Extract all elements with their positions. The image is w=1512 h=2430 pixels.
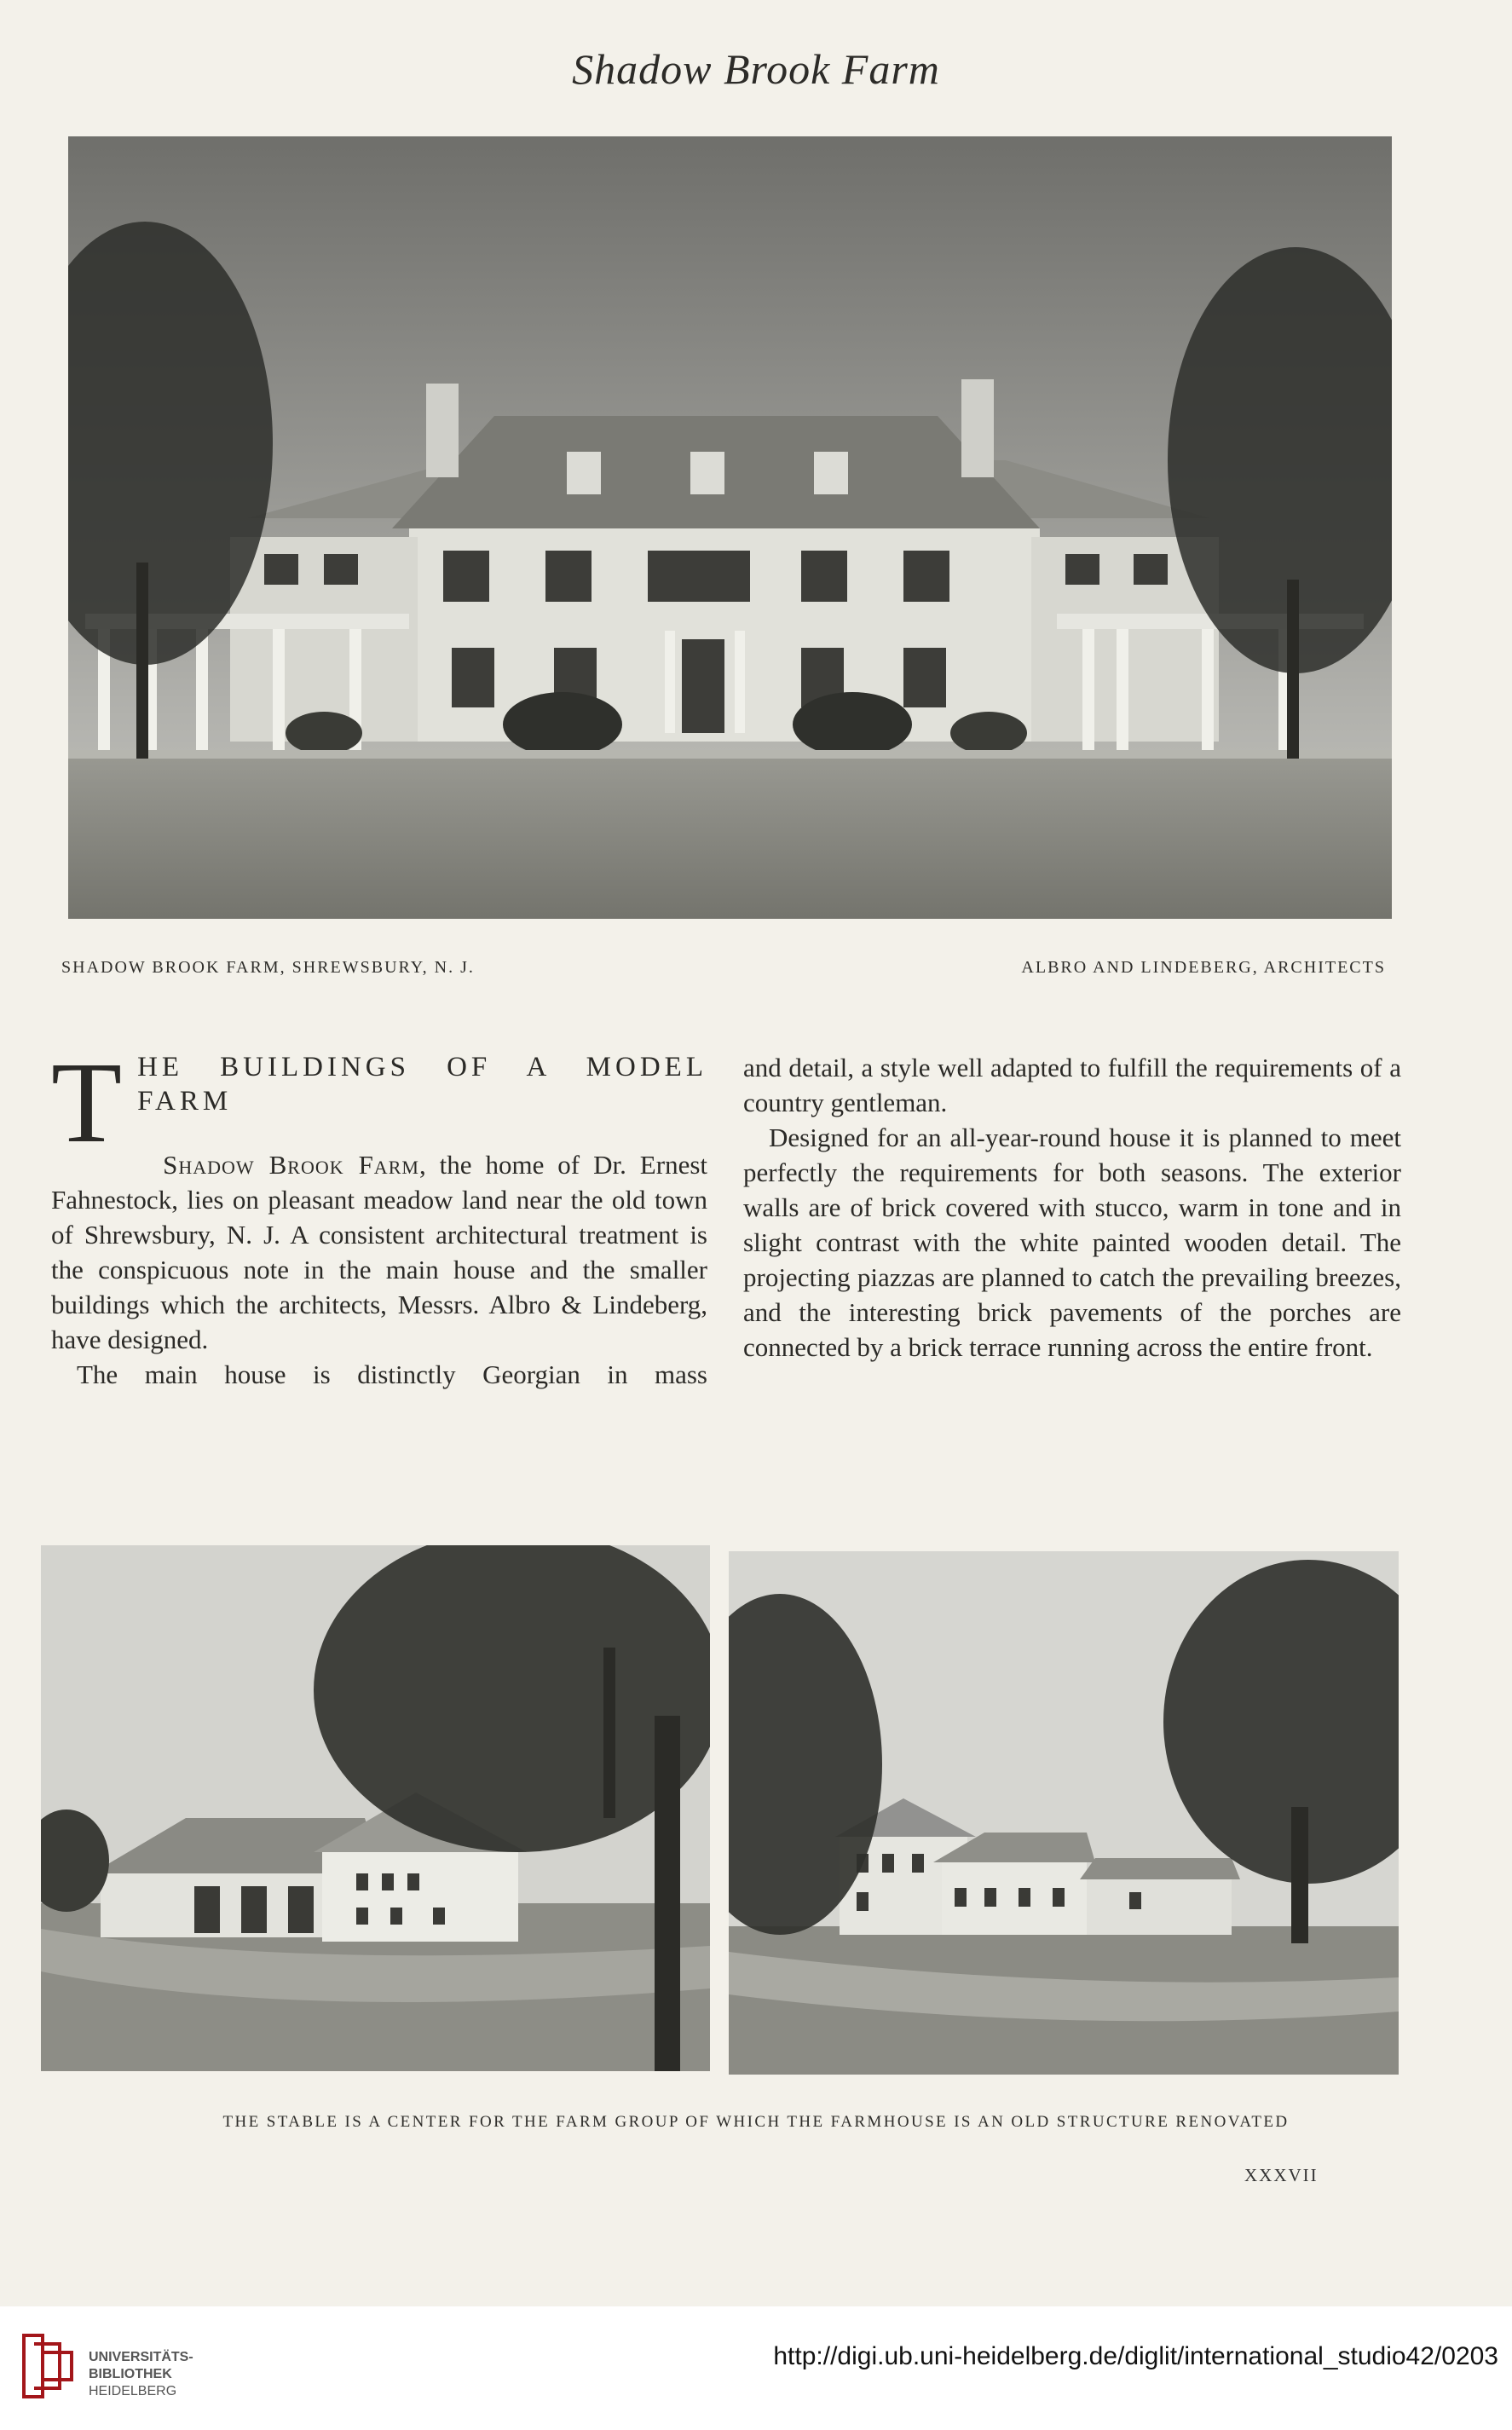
farmhouse-photo: [729, 1551, 1399, 2075]
article-paragraph-1: [51, 1147, 707, 1357]
source-url-link[interactable]: http://digi.ub.uni-heidelberg.de/diglit/international_studio42/0203: [773, 2342, 1498, 2370]
library-footer: [0, 2306, 1512, 2430]
page-number: XXXVII: [1244, 2165, 1319, 2185]
article-column-left: [51, 1039, 707, 1392]
library-name-line-2: BIBLIOTHEK: [89, 2367, 172, 2381]
article-column-right: [743, 1050, 1401, 1365]
running-title: Shadow Brook Farm: [572, 45, 940, 93]
article-paragraph-2: The main house is distinctly Georgian in mass: [77, 1359, 707, 1389]
library-name-line-3: HEIDELBERG: [89, 2384, 177, 2398]
main-house-photo: [68, 136, 1392, 919]
bottom-photos-caption: THE STABLE IS A CENTER FOR THE FARM GROUP OF WHICH THE FARMHOUSE IS AN OLD STRUCTURE RENOVATED: [222, 2113, 1290, 2131]
university-library-logo-icon: [19, 2332, 78, 2400]
library-name: [89, 2349, 193, 2400]
article-paragraph-4: Designed for an all-year-round house it is planned to meet perfectly the requirements for both seasons. The exterior walls are of brick covered with stucco, warm in tone and in slight contrast with the white painted wooden detail. The projecting piazzas are planned to catch the prevailing breezes, and the interesting brick pavements of the porches are connected by a brick terrace running across the entire front.: [743, 1123, 1401, 1362]
farm-name-smallcaps: Shadow Brook Farm: [163, 1150, 419, 1180]
main-photo-caption-left: SHADOW BROOK FARM, SHREWSBURY, N. J.: [61, 958, 475, 977]
article-heading: HE BUILDINGS OF A MODEL FARM: [137, 1052, 707, 1117]
article-paragraph-3: and detail, a style well adapted to fulfill the requirements of a country gentleman.: [743, 1053, 1401, 1117]
drop-cap: T: [51, 1039, 123, 1167]
paragraph-1-text: , the home of Dr. Ernest Fahnestock, lies on pleasant meadow land near the old town of Shrewsbury, N. J. A consistent architectural treatment is the conspicuous note in the main house and the smaller buildings which the architects, Messrs. Albro & Lindeberg, have designed.: [51, 1150, 707, 1354]
stable-photo: [41, 1545, 710, 2071]
library-name-line-1: UNIVERSITÄTS-: [89, 2350, 193, 2364]
main-photo-caption-right: ALBRO AND LINDEBERG, ARCHITECTS: [1021, 958, 1386, 977]
